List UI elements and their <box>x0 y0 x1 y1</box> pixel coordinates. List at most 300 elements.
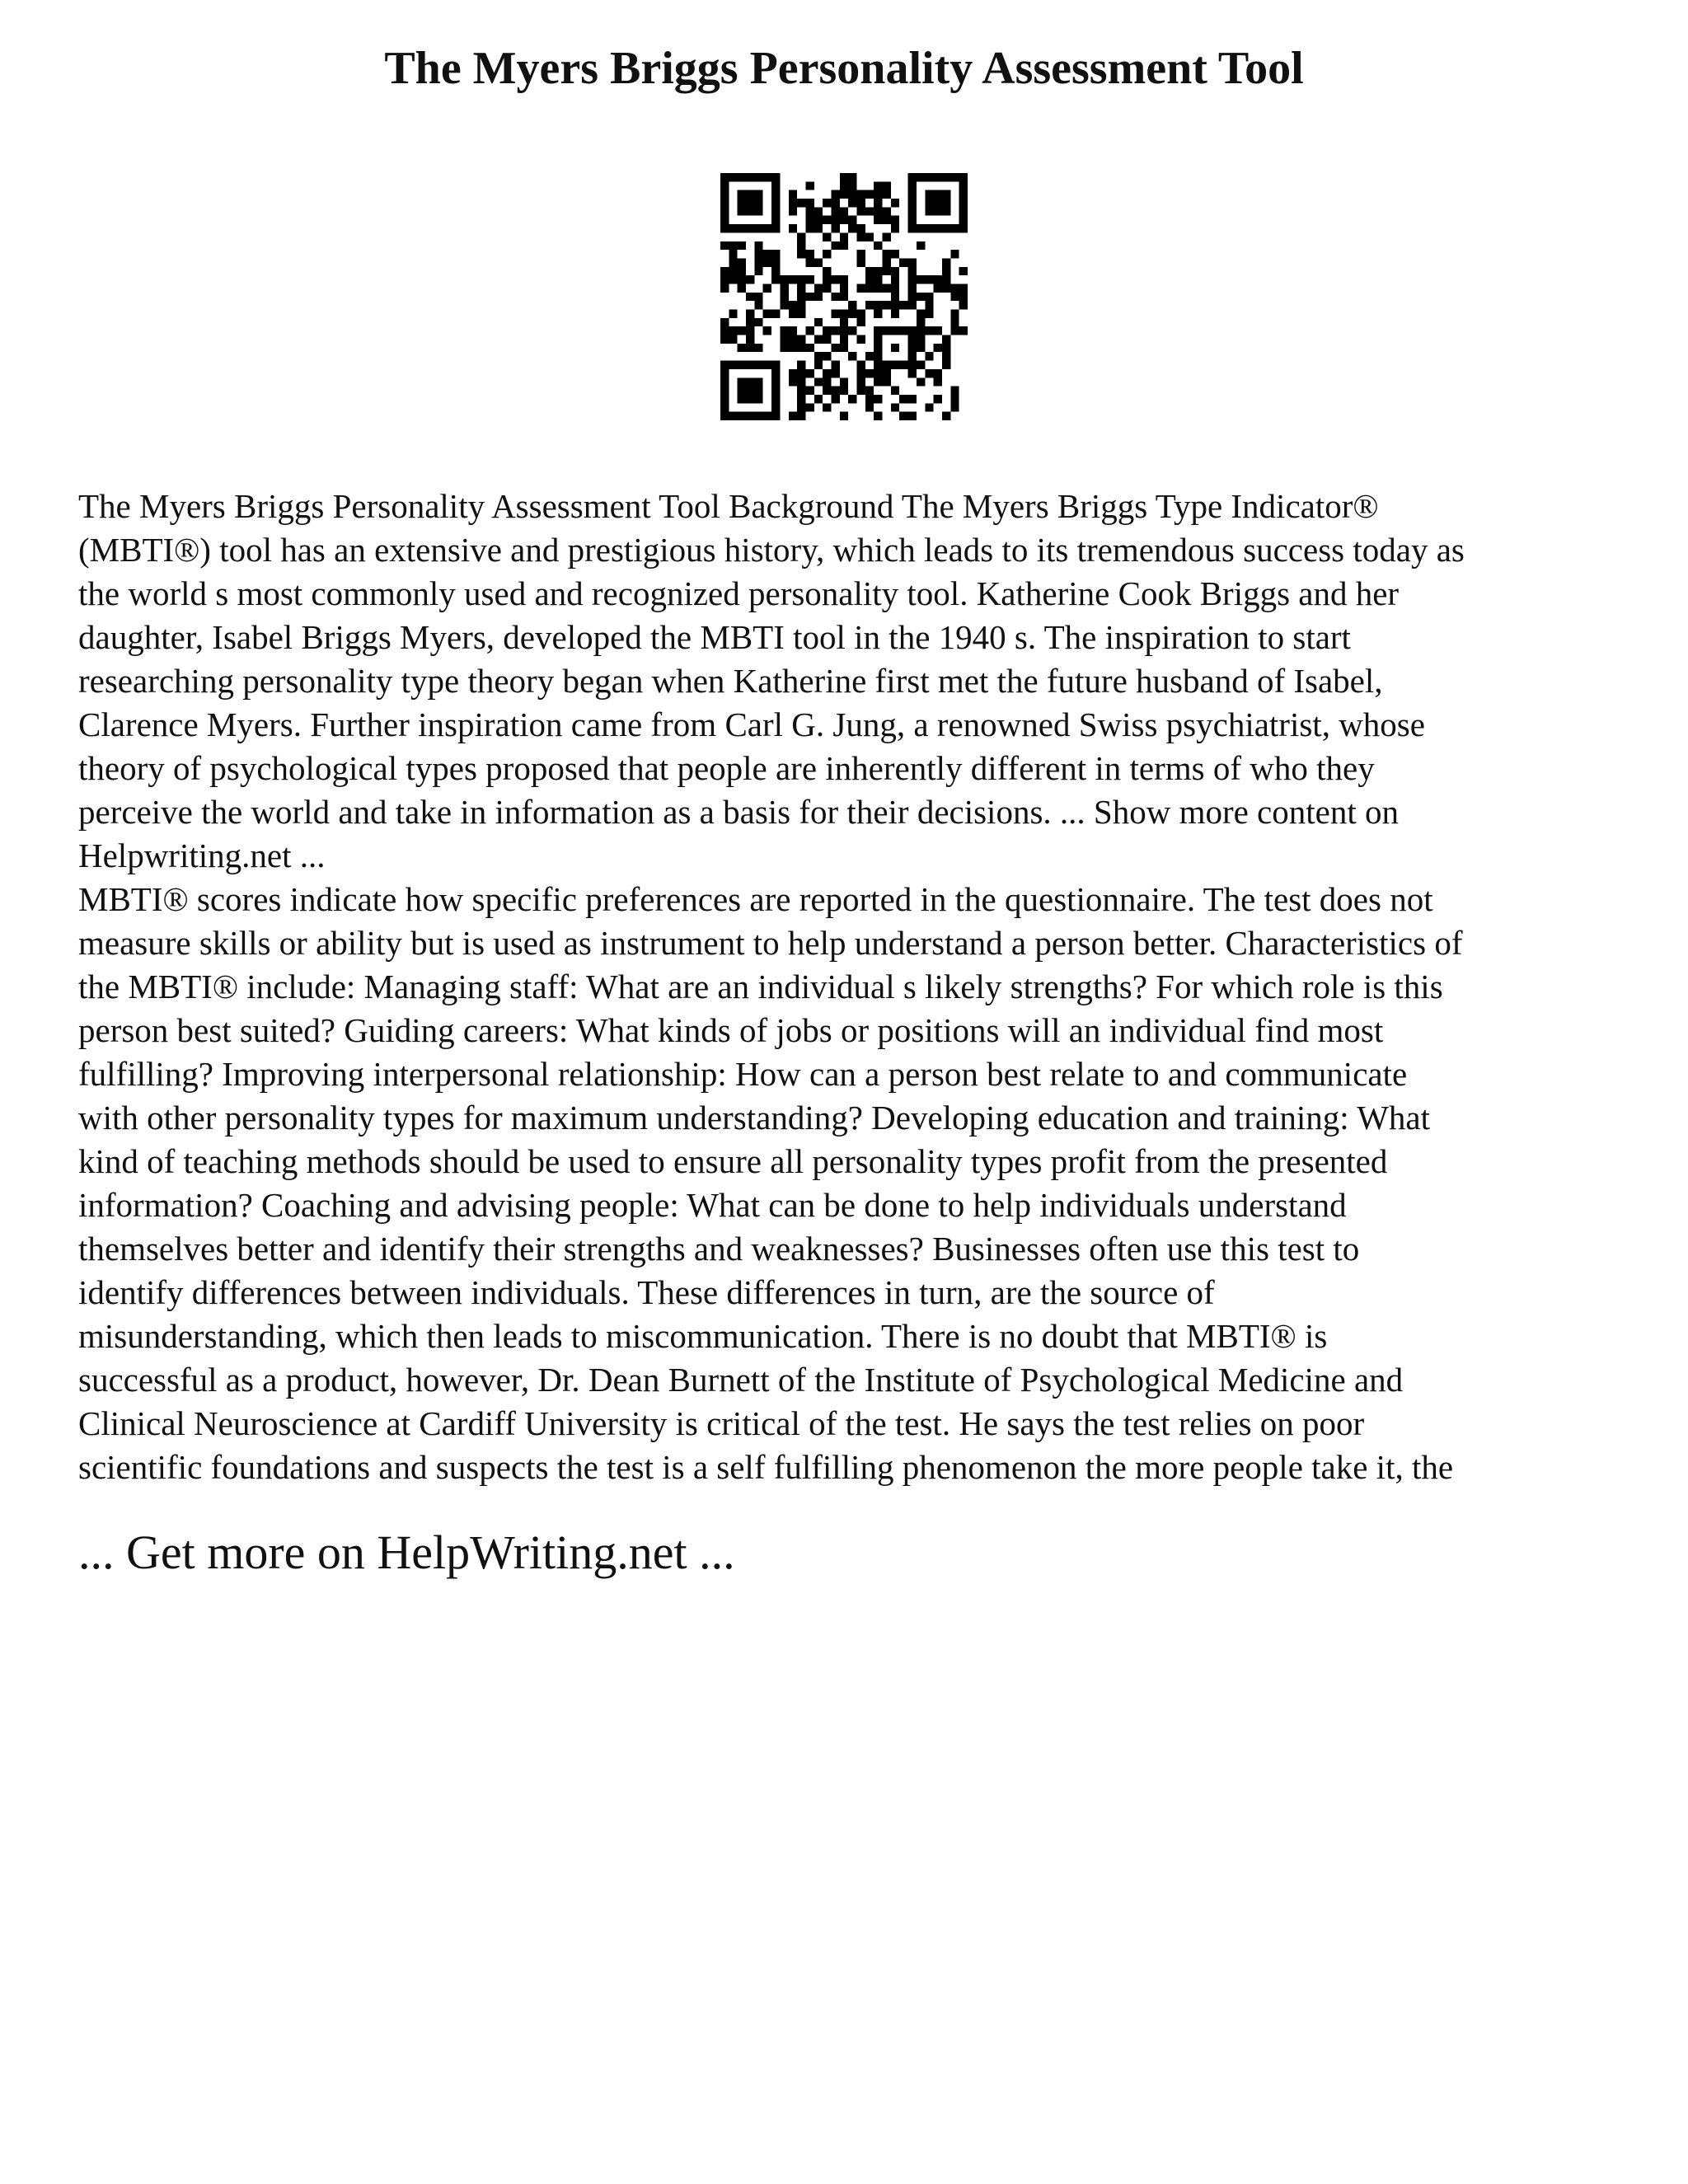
qr-module <box>754 190 762 199</box>
qr-module <box>950 284 959 292</box>
qr-module <box>789 199 797 207</box>
qr-module <box>754 267 762 275</box>
qr-module <box>874 267 882 275</box>
qr-module <box>874 352 882 360</box>
qr-module <box>959 267 968 275</box>
qr-module <box>917 293 925 301</box>
qr-module <box>950 318 959 326</box>
qr-module <box>771 181 780 190</box>
text-line: person best suited? Guiding careers: What kinds of jobs or positions will an individual find most <box>78 1011 1384 1049</box>
qr-module <box>729 241 737 250</box>
qr-module <box>874 335 882 344</box>
qr-module <box>925 293 933 301</box>
qr-module <box>908 181 917 190</box>
qr-module <box>942 207 950 215</box>
qr-module <box>754 361 762 369</box>
qr-module <box>771 275 780 284</box>
qr-module <box>763 224 771 232</box>
text-line: scientific foundations and suspects the test is a self fulfilling phenomenon the more people take it, the <box>78 1448 1454 1486</box>
qr-module <box>763 173 771 181</box>
qr-module <box>874 275 882 284</box>
qr-module <box>746 318 754 326</box>
qr-module <box>754 207 762 215</box>
qr-module <box>891 250 899 258</box>
qr-module <box>771 250 780 258</box>
qr-module <box>865 369 874 377</box>
qr-module <box>823 377 831 386</box>
qr-module <box>797 293 805 301</box>
qr-module <box>746 293 754 301</box>
qr-module <box>814 207 823 215</box>
qr-module <box>754 241 762 250</box>
qr-module <box>754 224 762 232</box>
qr-module <box>805 216 814 224</box>
qr-module <box>874 377 882 386</box>
qr-module <box>805 181 814 190</box>
qr-module <box>891 284 899 292</box>
qr-module <box>805 224 814 232</box>
qr-module <box>840 377 848 386</box>
qr-code-icon <box>720 173 968 420</box>
qr-module <box>874 344 882 352</box>
qr-module <box>857 232 865 241</box>
qr-module <box>865 190 874 199</box>
qr-module <box>738 412 746 420</box>
qr-module <box>848 224 856 232</box>
qr-module <box>848 199 856 207</box>
qr-module <box>908 361 917 369</box>
qr-module <box>883 258 891 266</box>
qr-module <box>729 224 737 232</box>
qr-module <box>959 199 968 207</box>
qr-module <box>789 377 797 386</box>
qr-module <box>865 267 874 275</box>
qr-module <box>942 258 950 266</box>
qr-module <box>831 190 839 199</box>
qr-module <box>729 326 737 335</box>
qr-module <box>950 173 959 181</box>
qr-module <box>746 412 754 420</box>
qr-module <box>942 199 950 207</box>
qr-module <box>831 241 839 250</box>
qr-module <box>908 352 917 360</box>
qr-module <box>925 224 933 232</box>
qr-module <box>891 293 899 301</box>
qr-module <box>720 190 729 199</box>
qr-module <box>720 403 729 411</box>
qr-module <box>729 310 737 318</box>
qr-module <box>925 369 933 377</box>
qr-module <box>840 232 848 241</box>
text-line: Clinical Neuroscience at Cardiff University is critical of the test. He says the test relies on poor <box>78 1404 1365 1442</box>
qr-module <box>874 207 882 215</box>
qr-module <box>840 293 848 301</box>
qr-module <box>738 224 746 232</box>
qr-module <box>865 275 874 284</box>
qr-module <box>720 361 729 369</box>
qr-module <box>925 190 933 199</box>
qr-module <box>720 377 729 386</box>
qr-module <box>865 284 874 292</box>
qr-module <box>908 199 917 207</box>
qr-module <box>848 326 856 335</box>
qr-module <box>771 412 780 420</box>
qr-module <box>908 190 917 199</box>
qr-module <box>908 335 917 344</box>
qr-module <box>959 224 968 232</box>
qr-module <box>891 275 899 284</box>
qr-module <box>754 301 762 309</box>
qr-module <box>883 190 891 199</box>
qr-module <box>771 224 780 232</box>
qr-module <box>738 395 746 403</box>
qr-module <box>797 369 805 377</box>
qr-module <box>848 181 856 190</box>
qr-module <box>857 258 865 266</box>
qr-module <box>814 361 823 369</box>
qr-module <box>823 335 831 344</box>
qr-module <box>950 403 959 411</box>
qr-module <box>738 377 746 386</box>
qr-module <box>771 207 780 215</box>
qr-module <box>754 258 762 266</box>
qr-module <box>934 275 942 284</box>
qr-module <box>797 232 805 241</box>
qr-module <box>917 335 925 344</box>
qr-module <box>729 258 737 266</box>
qr-module <box>959 190 968 199</box>
qr-module <box>823 199 831 207</box>
qr-module <box>831 310 839 318</box>
qr-module <box>746 275 754 284</box>
qr-module <box>789 335 797 344</box>
qr-module <box>754 293 762 301</box>
text-line: researching personality type theory began when Katherine first met the future husband of Isabel, <box>78 662 1383 700</box>
qr-module <box>942 173 950 181</box>
qr-module <box>780 326 788 335</box>
qr-module <box>738 258 746 266</box>
qr-module <box>848 190 856 199</box>
qr-module <box>805 250 814 258</box>
qr-module <box>917 377 925 386</box>
text-line: MBTI® scores indicate how specific preferences are reported in the questionnaire. The test does not <box>78 880 1433 918</box>
qr-module <box>840 318 848 326</box>
text-line: daughter, Isabel Briggs Myers, developed the MBTI tool in the 1940 s. The inspiration to start <box>78 618 1351 656</box>
qr-module <box>763 326 771 335</box>
qr-module <box>771 267 780 275</box>
qr-module <box>823 403 831 411</box>
qr-module <box>934 190 942 199</box>
qr-module <box>950 387 959 395</box>
qr-module <box>831 361 839 369</box>
qr-module <box>908 412 917 420</box>
qr-module <box>823 369 831 377</box>
qr-module <box>917 310 925 318</box>
qr-module <box>771 395 780 403</box>
qr-module <box>908 326 917 335</box>
qr-module <box>720 369 729 377</box>
qr-module <box>771 387 780 395</box>
qr-module <box>805 199 814 207</box>
qr-module <box>865 403 874 411</box>
qr-module <box>959 216 968 224</box>
qr-module <box>857 387 865 395</box>
qr-module <box>840 412 848 420</box>
qr-module <box>831 207 839 215</box>
qr-module <box>917 173 925 181</box>
qr-module <box>738 387 746 395</box>
qr-module <box>746 173 754 181</box>
get-more-link[interactable]: ... Get more on HelpWriting.net ... <box>78 1526 735 1579</box>
qr-module <box>899 301 907 309</box>
qr-module <box>840 310 848 318</box>
qr-module <box>805 293 814 301</box>
qr-module <box>908 224 917 232</box>
qr-module <box>831 387 839 395</box>
qr-module <box>857 224 865 232</box>
qr-module <box>780 335 788 344</box>
qr-code-image <box>720 173 968 420</box>
qr-module <box>780 301 788 309</box>
qr-module <box>771 361 780 369</box>
qr-module <box>874 361 882 369</box>
qr-module <box>805 387 814 395</box>
qr-module <box>814 293 823 301</box>
qr-module <box>805 344 814 352</box>
qr-module <box>746 207 754 215</box>
qr-module <box>950 326 959 335</box>
qr-module <box>797 284 805 292</box>
qr-module <box>908 369 917 377</box>
text-line: information? Coaching and advising people: What can be done to help individuals understand <box>78 1186 1347 1224</box>
text-line: the world s most commonly used and recognized personality tool. Katherine Cook Briggs and her <box>78 574 1400 612</box>
qr-module <box>934 344 942 352</box>
qr-module <box>934 207 942 215</box>
qr-module <box>797 377 805 386</box>
qr-module <box>771 258 780 266</box>
qr-module <box>840 173 848 181</box>
qr-module <box>789 310 797 318</box>
qr-module <box>942 344 950 352</box>
qr-module <box>763 361 771 369</box>
qr-module <box>789 224 797 232</box>
text-line: The Myers Briggs Personality Assessment Tool Background The Myers Briggs Type Indicator® <box>78 487 1379 525</box>
qr-module <box>738 190 746 199</box>
qr-module <box>857 199 865 207</box>
qr-module <box>883 207 891 215</box>
qr-module <box>789 190 797 199</box>
qr-module <box>934 284 942 292</box>
qr-module <box>950 310 959 318</box>
qr-module <box>729 267 737 275</box>
qr-module <box>891 267 899 275</box>
qr-module <box>780 293 788 301</box>
qr-module <box>831 199 839 207</box>
qr-module <box>899 326 907 335</box>
qr-module <box>720 284 729 292</box>
qr-module <box>891 310 899 318</box>
qr-module <box>925 326 933 335</box>
qr-module <box>917 224 925 232</box>
qr-module <box>950 395 959 403</box>
qr-module <box>942 412 950 420</box>
qr-module <box>899 258 907 266</box>
qr-module <box>763 258 771 266</box>
qr-module <box>729 275 737 284</box>
qr-module <box>883 369 891 377</box>
qr-module <box>942 267 950 275</box>
qr-module <box>883 250 891 258</box>
paragraph-mbti-scores <box>78 878 1620 1489</box>
qr-module <box>840 207 848 215</box>
qr-module <box>754 344 762 352</box>
qr-module <box>899 361 907 369</box>
text-line: successful as a product, however, Dr. Dean Burnett of the Institute of Psychological Medicine and <box>78 1361 1404 1399</box>
qr-module <box>891 403 899 411</box>
qr-module <box>720 224 729 232</box>
qr-module <box>771 377 780 386</box>
qr-module <box>925 301 933 309</box>
qr-module <box>934 395 942 403</box>
qr-module <box>814 352 823 360</box>
qr-module <box>840 344 848 352</box>
qr-module <box>720 216 729 224</box>
qr-module <box>874 369 882 377</box>
qr-module <box>950 250 959 258</box>
qr-module <box>754 318 762 326</box>
qr-module <box>883 181 891 190</box>
qr-module <box>805 258 814 266</box>
qr-module <box>746 199 754 207</box>
qr-module <box>823 352 831 360</box>
qr-module <box>848 173 856 181</box>
qr-module <box>763 250 771 258</box>
qr-module <box>729 335 737 344</box>
qr-module <box>874 310 882 318</box>
paragraph-background <box>78 485 1620 878</box>
qr-module <box>865 387 874 395</box>
qr-module <box>831 344 839 352</box>
qr-module <box>754 395 762 403</box>
qr-module <box>746 361 754 369</box>
qr-module <box>763 284 771 292</box>
qr-module <box>823 216 831 224</box>
qr-module <box>917 326 925 335</box>
qr-module <box>814 216 823 224</box>
qr-module <box>950 224 959 232</box>
qr-module <box>771 199 780 207</box>
qr-module <box>840 216 848 224</box>
qr-module <box>720 275 729 284</box>
qr-module <box>908 293 917 301</box>
qr-module <box>917 361 925 369</box>
qr-module <box>857 284 865 292</box>
qr-module <box>942 352 950 360</box>
text-line: themselves better and identify their strengths and weaknesses? Businesses often use this test to <box>78 1230 1360 1268</box>
qr-module <box>908 207 917 215</box>
qr-module <box>771 310 780 318</box>
qr-module <box>857 207 865 215</box>
qr-module <box>874 181 882 190</box>
qr-module <box>857 335 865 344</box>
qr-module <box>797 395 805 403</box>
qr-module <box>934 326 942 335</box>
text-line: identify differences between individuals. These differences in turn, are the source of <box>78 1273 1215 1311</box>
qr-module <box>883 326 891 335</box>
qr-module <box>959 301 968 309</box>
qr-module <box>865 232 874 241</box>
qr-module <box>729 250 737 258</box>
qr-module <box>934 377 942 386</box>
qr-module <box>814 395 823 403</box>
qr-module <box>831 216 839 224</box>
qr-module <box>746 190 754 199</box>
qr-module <box>805 326 814 335</box>
qr-module <box>823 232 831 241</box>
qr-module <box>840 284 848 292</box>
text-line: perceive the world and take in information as a basis for their decisions. ... Show more content on <box>78 793 1399 831</box>
qr-module <box>738 241 746 250</box>
qr-module <box>823 275 831 284</box>
qr-module <box>934 224 942 232</box>
qr-module <box>738 361 746 369</box>
text-line: Clarence Myers. Further inspiration came from Carl G. Jung, a renowned Swiss psychiatrist, whose <box>78 705 1425 743</box>
qr-module <box>925 199 933 207</box>
qr-module <box>754 250 762 258</box>
qr-module <box>805 275 814 284</box>
qr-module <box>891 361 899 369</box>
qr-module <box>899 395 907 403</box>
qr-module <box>891 224 899 232</box>
qr-module <box>874 216 882 224</box>
text-line: (MBTI®) tool has an extensive and prestigious history, which leads to its tremendous success today as <box>78 531 1465 569</box>
qr-module <box>805 369 814 377</box>
qr-module <box>942 190 950 199</box>
qr-module <box>729 173 737 181</box>
qr-module <box>831 369 839 377</box>
qr-module <box>925 403 933 411</box>
qr-module <box>763 310 771 318</box>
text-line: theory of psychological types proposed that people are inherently different in terms of who they <box>78 749 1375 787</box>
qr-module <box>874 241 882 250</box>
qr-module <box>865 207 874 215</box>
qr-module <box>771 216 780 224</box>
qr-module <box>814 377 823 386</box>
qr-module <box>797 344 805 352</box>
qr-module <box>814 258 823 266</box>
qr-module <box>720 199 729 207</box>
qr-module <box>746 310 754 318</box>
qr-module <box>917 275 925 284</box>
qr-module <box>831 224 839 232</box>
qr-module <box>925 275 933 284</box>
qr-module <box>797 301 805 309</box>
qr-module <box>891 216 899 224</box>
qr-module <box>934 369 942 377</box>
qr-module <box>814 318 823 326</box>
qr-module <box>857 250 865 258</box>
qr-module <box>891 344 899 352</box>
qr-module <box>959 293 968 301</box>
qr-module <box>754 412 762 420</box>
qr-module <box>746 395 754 403</box>
qr-module <box>823 284 831 292</box>
qr-module <box>720 395 729 403</box>
qr-module <box>780 344 788 352</box>
qr-module <box>874 190 882 199</box>
qr-module <box>789 301 797 309</box>
qr-module <box>823 326 831 335</box>
